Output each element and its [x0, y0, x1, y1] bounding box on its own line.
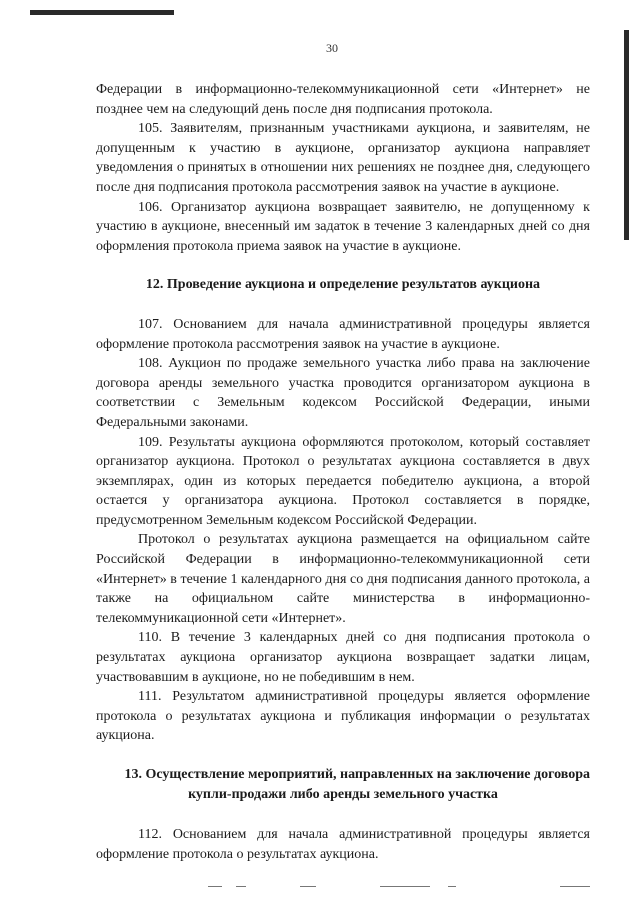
scan-artifacts-bottom: [0, 886, 640, 896]
paragraph-106: 106. Организатор аукциона возвращает заявителю, не допущенному к участию в аукционе, внесенный им задаток в течение 3 календарных дней со дня оформления протокола приема заявок на участие в аукционе.: [96, 199, 590, 254]
paragraph-109-continued: Протокол о результатах аукциона размещается на официальном сайте Российской Федерации в информационно-телекоммуникационной сети «Интернет» в течение 1 календарного дня со дня подписания данного протокола, а также на официальном сайте министерства в информационно-телекоммуникационной сети «Интернет».: [96, 532, 590, 626]
page-number: 30: [326, 41, 338, 55]
paragraph-108: 108. Аукцион по продаже земельного участка либо права на заключение договора аренды земельного участка проводится организатором аукциона в соответствии с Земельным кодексом Российской Федерации, иными Федеральными законами.: [96, 356, 590, 430]
scan-mark: [448, 886, 456, 887]
paragraph-110: 110. В течение 3 календарных дней со дня подписания протокола о результатах аукциона организатор аукциона возвращает задатки лицам, участвовавшим в аукционе, но не победившим в нем.: [96, 630, 590, 685]
scan-mark: [300, 886, 316, 887]
scan-edge-right: [624, 30, 629, 240]
section-heading-13-line-2: купли-продажи либо аренды земельного участка: [188, 786, 498, 802]
paragraph-111: 111. Результатом административной процедуры является оформление протокола о результатах аукциона и публикация информации о результатах аукциона.: [96, 689, 590, 744]
scan-mark: [208, 886, 222, 887]
paragraph-109: 109. Результаты аукциона оформляются протоколом, который составляет организатор аукциона. Протокол о результатах аукциона составляется в двух экземплярах, один из которых передается победителю аукциона, а второй остается у организатора аукциона. Протокол составляется в порядке, предусмотренном Земельным кодексом Российской Федерации.: [96, 434, 590, 528]
scan-mark: [236, 886, 246, 887]
section-heading-13: [96, 765, 590, 804]
paragraph-continuation: Федерации в информационно-телекоммуникационной сети «Интернет» не позднее чем на следующий день после дня подписания протокола.: [96, 82, 590, 117]
paragraph-107: 107. Основанием для начала административной процедуры является оформление протокола рассмотрения заявок на участие в аукционе.: [96, 316, 590, 352]
scan-mark: [560, 886, 590, 887]
paragraph-105: 105. Заявителям, признанным участниками аукциона, и заявителям, не допущенным к участию в аукционе, организатор аукциона направляет уведомления о принятых в отношении них решениях не позднее дня, следующего после дня подписания протокола рассмотрения заявок на участие в аукционе.: [96, 121, 590, 195]
paragraph-112: 112. Основанием для начала административной процедуры является оформление протокола о результатах аукциона.: [96, 827, 590, 862]
section-heading-13-line-1: 13. Осуществление мероприятий, направленных на заключение договора: [124, 767, 590, 782]
section-heading-12: 12. Проведение аукциона и определение результатов аукциона: [145, 277, 541, 293]
scan-edge-top: [30, 10, 174, 15]
document-body: [96, 80, 590, 864]
scan-mark: [380, 886, 430, 887]
